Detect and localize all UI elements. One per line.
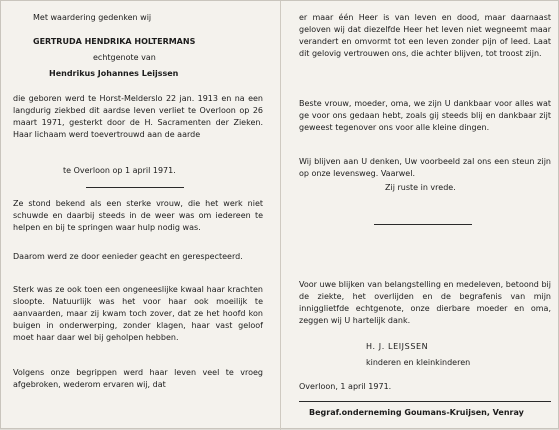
spouse-name: Hendrikus Johannes Leijssen (49, 69, 179, 78)
signature-name: H. J. LEIJSSEN (366, 342, 429, 351)
fold-line (280, 1, 281, 430)
spouse-label: echtgenote van (93, 53, 156, 62)
footer-divider (299, 401, 551, 402)
signature-subtitle: kinderen en kleinkinderen (366, 358, 471, 367)
paragraph-faith: er maar één Heer is van leven en dood, maar daarnaast geloven wij dat diezelfde Heer het leven niet wegneemt maar verandert en omvormt tot een leven zonder pijn of leed. Laat dit gelovig vertrouwen ons, die achter blijven, tot troost zijn. (299, 13, 551, 58)
paragraph-conclusion: Volgens onze begrippen werd haar leven veel te vroeg afgebroken, wederom ervaren wij, dat (13, 368, 263, 389)
rest-in-peace: Zij ruste in vrede. (385, 183, 456, 192)
paragraph-thanks: Voor uwe blijken van belangstelling en medeleven, betoond bij de ziekte, het overlijden en de begrafenis van mijn innigglietfde echtgenote, onze dierbare moeder en oma, zeggen wij U hartelijk dank. (299, 280, 551, 325)
bio-text: die geboren werd te Horst-Melderslo 22 jan. 1913 en na een langdurig ziekbed dit aardse leven verliet te Overloon op 26 maart 1971, gesterkt door de H. Sacramenten der Zieken. Haar lichaam werd toevertrouwd aan de aarde (13, 94, 263, 139)
paragraph-gratitude: Beste vrouw, moeder, oma, we zijn U dankbaar voor alles wat ge voor ons gedaan hebt, zoals gij steeds blij en dankbaar zijt geweest tegenover ons voor alle kleine dingen. (299, 99, 551, 132)
divider-left (86, 187, 184, 188)
divider-right (374, 224, 472, 225)
place-date: Overloon, 1 april 1971. (299, 382, 392, 391)
bio-last-line: te Overloon op 1 april 1971. (63, 166, 176, 175)
deceased-name: GERTRUDA HENDRIKA HOLTERMANS (33, 37, 196, 46)
header-text: Met waardering gedenken wij (33, 13, 152, 22)
paragraph-illness: Sterk was ze ook toen een ongeneeslijke kwaal haar krachten sloopte. Natuurlijk was het voor haar ook moeilijk te aanvaarden, maar zij kwam toch zover, dat ze het hoofd kon buigen in onderwerping, zonder klagen, haar vast geloof moet haar daar wel bij geholpen hebben. (13, 285, 263, 342)
paragraph-strong-woman: Ze stond bekend als een sterke vrouw, die het werk niet schuwde en daarbij steeds in de weer was om iedereen te helpen en bij te springen waar hulp nodig was. (13, 199, 263, 232)
paragraph-respected: Daarom werd ze door eenieder geacht en gerespecteerd. (13, 252, 243, 261)
footer-text: Begraf.onderneming Goumans-Kruijsen, Venray (309, 408, 524, 417)
paragraph-farewell: Wij blijven aan U denken, Uw voorbeeld zal ons een steun zijn op onze levensweg. Vaarwel. (299, 157, 551, 178)
